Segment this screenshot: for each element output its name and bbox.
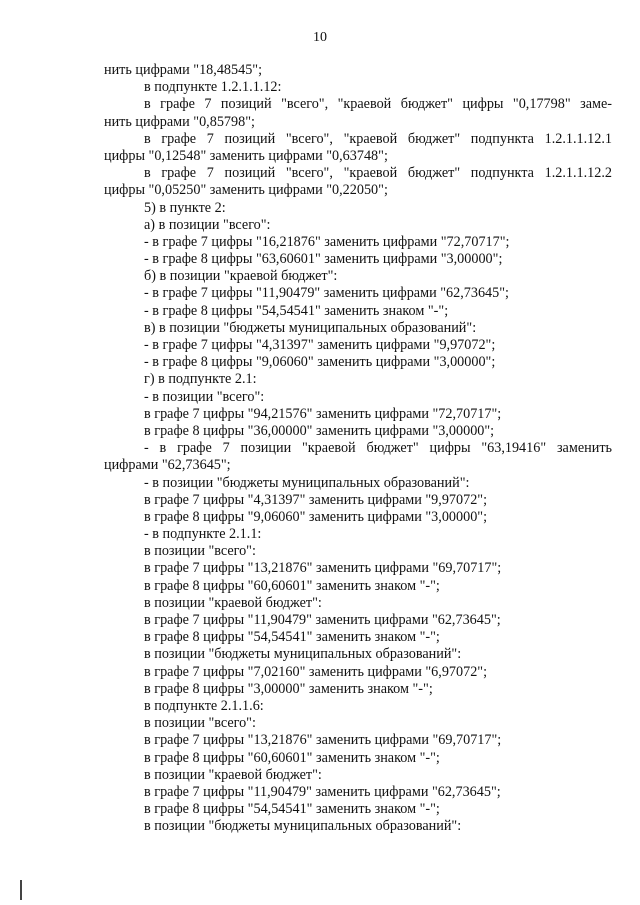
scan-margin-mark xyxy=(20,880,22,900)
text-line: в графе 8 цифры "54,54541" заменить знаком "-"; xyxy=(144,629,440,646)
page-number: 10 xyxy=(313,30,327,45)
text-line: г) в подпункте 2.1: xyxy=(144,371,257,388)
text-line: в графе 7 позиций "всего", "краевой бюджет" подпункта 1.2.1.1.12.1 xyxy=(144,130,612,147)
text-line: - в позиции "всего": xyxy=(144,388,265,405)
text-line: - в графе 8 цифры "54,54541" заменить знаком "-"; xyxy=(144,302,449,319)
text-line: в графе 7 цифры "11,90479" заменить цифрами "62,73645"; xyxy=(144,783,501,800)
text-line: нить цифрами "0,85798"; xyxy=(104,113,255,130)
text-line: 5) в пункте 2: xyxy=(144,199,226,216)
text-line: в графе 8 цифры "60,60601" заменить знаком "-"; xyxy=(144,749,440,766)
text-line: в графе 7 цифры "13,21876" заменить цифрами "69,70717"; xyxy=(144,732,502,749)
text-line: - в графе 8 цифры "63,60601" заменить цифрами "3,00000"; xyxy=(144,251,503,268)
text-line: в графе 7 цифры "4,31397" заменить цифрами "9,97072"; xyxy=(144,491,488,508)
text-line: - в графе 7 цифры "11,90479" заменить цифрами "62,73645"; xyxy=(144,285,509,302)
text-line: в позиции "бюджеты муниципальных образований": xyxy=(144,818,462,835)
document-body xyxy=(104,62,612,835)
text-line: - в графе 7 цифры "16,21876" заменить цифрами "72,70717"; xyxy=(144,233,510,250)
text-line: в графе 7 цифры "11,90479" заменить цифрами "62,73645"; xyxy=(144,612,501,628)
text-line: - в графе 7 позиции "краевой бюджет" цифры "63,19416" заменить xyxy=(144,440,612,457)
text-line: в графе 8 цифры "9,06060" заменить цифрами "3,00000"; xyxy=(144,508,488,525)
text-line: в графе 7 цифры "7,02160" заменить цифрами "6,97072"; xyxy=(144,663,488,680)
text-line: в графе 7 позиций "всего", "краевой бюджет" подпункта 1.2.1.1.12.2 xyxy=(144,165,612,182)
text-line: в графе 7 позиций "всего", "краевой бюджет" цифры "0,17798" заме- xyxy=(144,96,612,113)
text-line: в графе 8 цифры "3,00000" заменить знаком "-"; xyxy=(144,680,433,697)
text-line: в позиции "всего": xyxy=(144,715,256,732)
text-line: - в подпункте 2.1.1: xyxy=(144,526,262,543)
text-line: в подпункте 1.2.1.1.12: xyxy=(144,79,282,96)
text-line: а) в позиции "всего": xyxy=(144,216,271,233)
text-line: в графе 7 цифры "94,21576" заменить цифрами "72,70717"; xyxy=(144,405,502,422)
text-line: - в графе 7 цифры "4,31397" заменить цифрами "9,97072"; xyxy=(144,337,496,353)
text-line: в позиции "бюджеты муниципальных образований": xyxy=(144,646,462,663)
text-line: цифры "0,05250" заменить цифрами "0,22050"; xyxy=(104,182,388,199)
text-line: в позиции "краевой бюджет": xyxy=(144,766,322,783)
text-line: - в позиции "бюджеты муниципальных образований": xyxy=(144,474,470,491)
text-line: в позиции "краевой бюджет": xyxy=(144,594,322,611)
text-line: в графе 8 цифры "54,54541" заменить знаком "-"; xyxy=(144,801,440,818)
text-line: в подпункте 2.1.1.6: xyxy=(144,697,264,714)
text-line: б) в позиции "краевой бюджет": xyxy=(144,268,338,285)
text-line: в графе 7 цифры "13,21876" заменить цифрами "69,70717"; xyxy=(144,560,502,577)
text-line: цифры "0,12548" заменить цифрами "0,63748"; xyxy=(104,147,388,164)
text-line: в графе 8 цифры "36,00000" заменить цифрами "3,00000"; xyxy=(144,422,495,439)
text-line: в позиции "всего": xyxy=(144,543,256,560)
text-line: нить цифрами "18,48545"; xyxy=(104,62,263,78)
text-line: в) в позиции "бюджеты муниципальных образований": xyxy=(144,319,477,336)
text-line: - в графе 8 цифры "9,06060" заменить цифрами "3,00000"; xyxy=(144,354,496,371)
text-line: цифрами "62,73645"; xyxy=(104,457,231,474)
text-line: в графе 8 цифры "60,60601" заменить знаком "-"; xyxy=(144,577,440,594)
